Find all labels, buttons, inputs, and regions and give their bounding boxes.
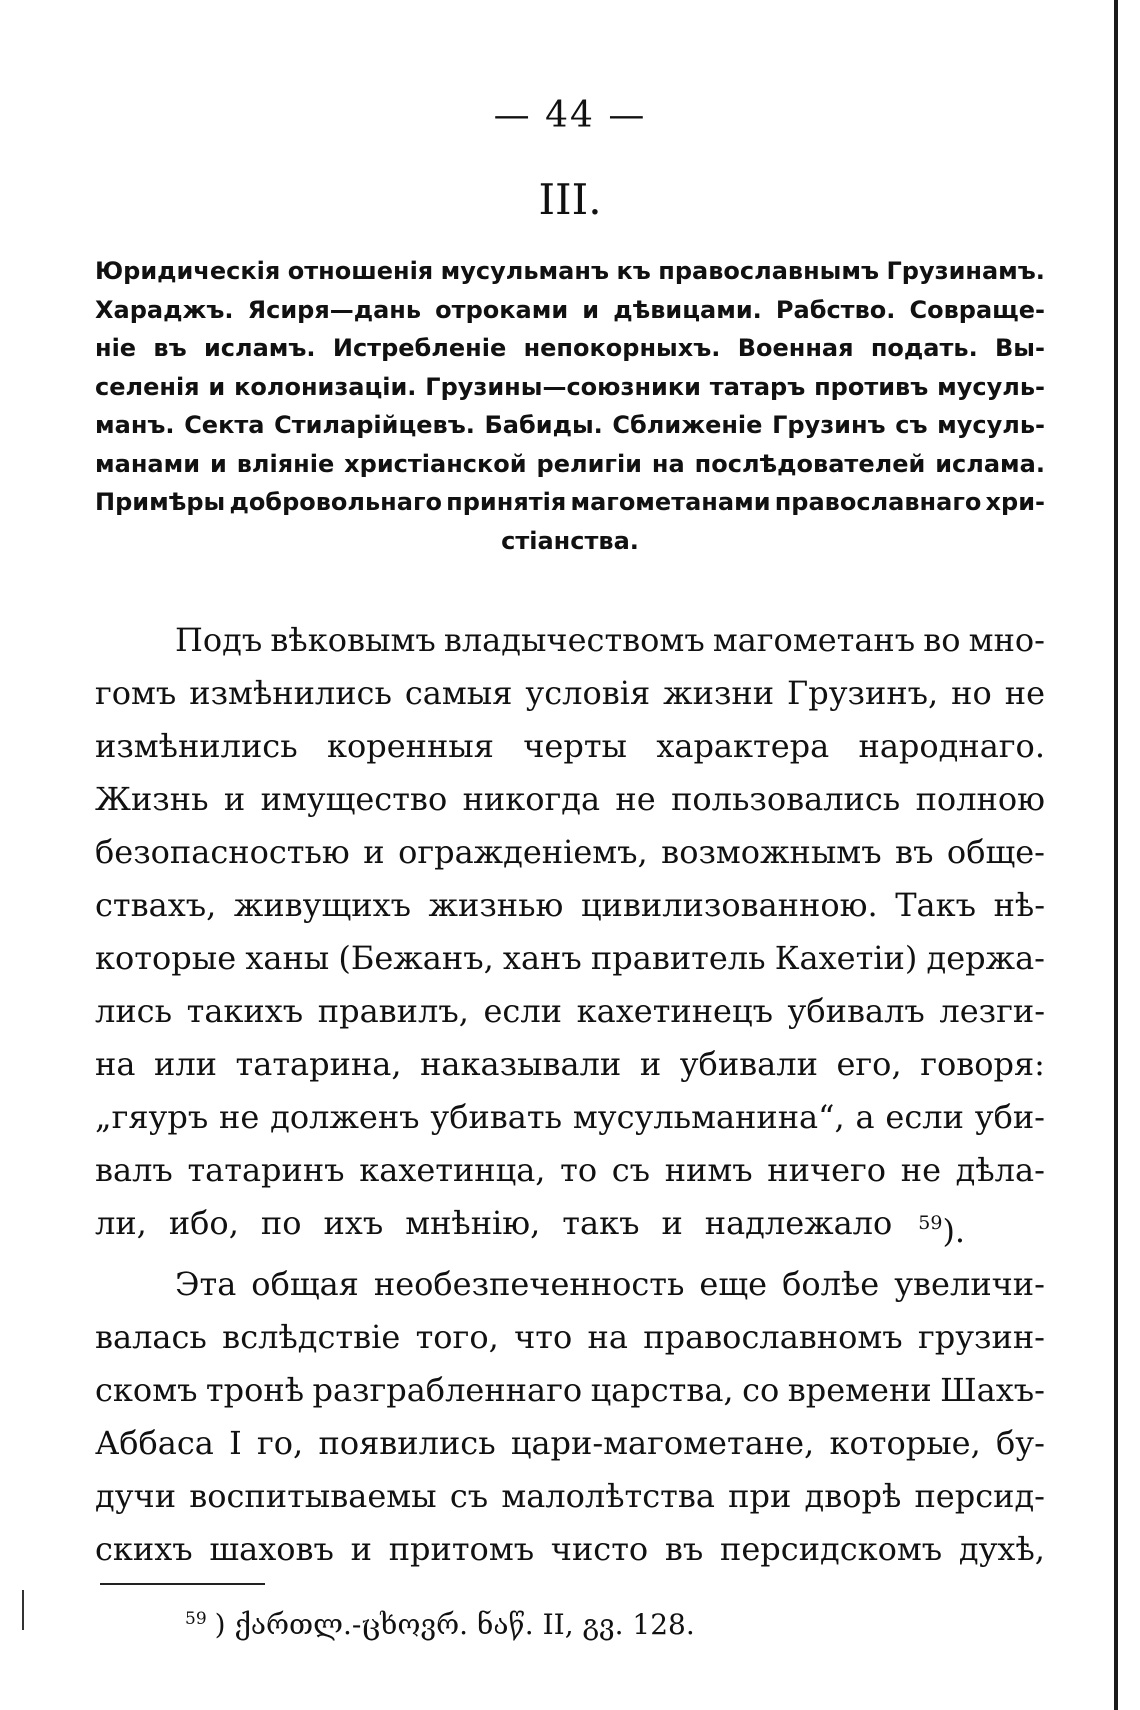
word: Бабиды. <box>484 411 603 439</box>
word: и <box>639 1045 662 1083</box>
word: татарина, <box>235 1045 402 1083</box>
word: возможнымъ <box>661 833 882 871</box>
text-line <box>95 720 1045 773</box>
footnote-ref-number: 59 <box>918 1212 943 1234</box>
word: Шахъ- <box>940 1371 1045 1409</box>
word: ничего <box>767 1151 887 1189</box>
summary-line <box>95 406 1045 445</box>
word: Подъ <box>175 621 263 659</box>
word: бу- <box>996 1424 1045 1462</box>
text-line <box>95 773 1045 826</box>
word: ханъ <box>502 939 582 977</box>
word: воспитываемы <box>189 1477 437 1515</box>
word: мусуль- <box>937 372 1045 401</box>
text-line <box>95 1258 1045 1311</box>
word: измѣнились <box>189 674 392 712</box>
word: огражденіемъ, <box>398 833 648 871</box>
word: и <box>208 372 226 401</box>
word: убивать <box>430 1098 562 1136</box>
word: безопасностью <box>95 833 350 871</box>
word: (Бежанъ, <box>338 939 494 977</box>
word: живущихъ <box>233 886 411 924</box>
word: „гяуръ <box>95 1098 209 1136</box>
word: въ <box>664 1530 704 1568</box>
summary-line <box>95 368 1045 407</box>
word: долженъ <box>270 1098 420 1136</box>
word: вѣковымъ <box>270 621 436 659</box>
main-text <box>95 614 1045 1576</box>
closing-paren: ). <box>942 1212 966 1250</box>
footnote-marker: 59 <box>185 1609 207 1629</box>
text-line <box>95 985 1045 1038</box>
word: и <box>582 295 600 324</box>
word: съ <box>449 1477 489 1515</box>
word: во <box>923 621 961 659</box>
word: ислама. <box>935 449 1045 478</box>
text-line <box>95 1197 1045 1258</box>
word: отроками <box>435 295 569 324</box>
word: ніе <box>95 334 137 362</box>
word: послѣдователей <box>694 449 926 478</box>
word: при <box>728 1477 792 1515</box>
text-line <box>95 1523 1045 1576</box>
word: говоря: <box>920 1045 1045 1083</box>
word: черты <box>523 727 627 765</box>
word: христіанской <box>344 449 527 478</box>
word: полною <box>915 780 1045 818</box>
text-line <box>95 879 1045 932</box>
word: въ <box>895 833 934 871</box>
word: къ <box>616 257 651 285</box>
summary-line <box>95 445 1045 484</box>
word: народнаго. <box>858 727 1045 765</box>
word: магометанами <box>570 488 771 516</box>
word: убивалъ <box>787 992 925 1030</box>
word: не <box>1004 674 1045 712</box>
summary-line <box>95 522 1045 561</box>
word: магометанъ <box>712 621 916 659</box>
word: кахетинецъ <box>576 992 773 1030</box>
text-line <box>95 1470 1045 1523</box>
word: имущество <box>260 780 448 818</box>
word: если <box>885 1098 964 1136</box>
word: лезги- <box>939 992 1045 1030</box>
word: Вы- <box>995 334 1045 362</box>
word: правитель <box>590 939 766 977</box>
word: дучи <box>95 1477 177 1515</box>
word: мно- <box>968 621 1045 659</box>
word: держа- <box>926 939 1045 977</box>
word: религіи <box>536 449 642 478</box>
word: съ <box>611 1151 651 1189</box>
word: Такъ <box>895 886 976 924</box>
word: Военная <box>737 334 854 362</box>
word: малолѣтства <box>501 1477 715 1515</box>
word: того, <box>415 1318 499 1356</box>
word: но <box>951 674 992 712</box>
word: со <box>742 1371 780 1409</box>
word: Хараджъ. <box>95 295 234 324</box>
word: увеличи- <box>894 1265 1045 1303</box>
word: и <box>350 1530 372 1568</box>
word: наказывали <box>420 1045 622 1083</box>
text-line <box>95 1417 1045 1470</box>
word: необезпеченность <box>373 1265 685 1303</box>
word: грузин- <box>917 1318 1045 1356</box>
word: персидскомъ <box>720 1530 943 1568</box>
text-line <box>95 1144 1045 1197</box>
word: мусульманина“, <box>572 1098 845 1136</box>
word: Совраще- <box>909 295 1045 324</box>
word: и <box>223 780 246 818</box>
word: шаховъ <box>209 1530 334 1568</box>
word: надлежало <box>704 1204 893 1242</box>
word: ствахъ, <box>95 886 217 924</box>
word: если <box>483 992 562 1030</box>
word: не <box>615 780 656 818</box>
word: манъ. <box>95 411 175 439</box>
text-line <box>95 667 1045 720</box>
word: Истребленіе <box>332 334 507 362</box>
word: духѣ, <box>958 1530 1045 1568</box>
word: а <box>855 1098 875 1136</box>
word: го, <box>257 1424 304 1462</box>
word: Стиларійцевъ. <box>274 411 475 439</box>
word: общая <box>251 1265 359 1303</box>
word: хри- <box>985 488 1045 516</box>
word: царства, <box>590 1371 734 1409</box>
word: измѣнились <box>95 727 298 765</box>
scan-margin-mark <box>22 1590 24 1630</box>
word: колонизаціи. <box>234 372 417 401</box>
word: Аббаса <box>95 1424 214 1462</box>
word: православнаго <box>774 488 982 516</box>
word: православнымъ <box>658 257 880 285</box>
word: его, <box>836 1045 902 1083</box>
word: Грузинъ, <box>787 674 939 712</box>
word: не <box>900 1151 941 1189</box>
word: правилъ, <box>317 992 469 1030</box>
word: и <box>209 449 227 478</box>
word: вліяніе <box>236 449 335 478</box>
word: разграбленнаго <box>312 1371 583 1409</box>
word: уби- <box>974 1098 1045 1136</box>
text-line <box>95 826 1045 879</box>
word: чисто <box>550 1530 649 1568</box>
word: обще- <box>946 833 1045 871</box>
word: Грузины—союзники <box>425 372 701 401</box>
word: такихъ <box>186 992 304 1030</box>
word: Сближеніе <box>612 411 763 439</box>
word: мусульманъ <box>440 257 609 285</box>
word: характера <box>656 727 830 765</box>
summary-line <box>95 329 1045 368</box>
word: еще <box>699 1265 768 1303</box>
text-line <box>95 932 1045 985</box>
word: Примѣры <box>95 488 226 516</box>
word: лись <box>95 992 172 1030</box>
word: ли, <box>95 1204 147 1242</box>
word: кахетинца, <box>359 1151 546 1189</box>
word: стіанства. <box>501 526 639 555</box>
chapter-summary <box>95 252 1045 560</box>
word: жизни <box>663 674 775 712</box>
chapter-numeral: III. <box>538 175 602 224</box>
footnote-divider <box>100 1583 265 1585</box>
word: добровольнаго <box>229 488 442 516</box>
word: времени <box>787 1371 932 1409</box>
page-number: — 44 — <box>493 95 647 136</box>
text-line <box>95 614 1045 667</box>
footnote-reference <box>914 1197 965 1258</box>
word: скомъ <box>95 1371 198 1409</box>
word: тронѣ <box>205 1371 304 1409</box>
word: православномъ <box>643 1318 903 1356</box>
word: вслѣдствіе <box>222 1318 401 1356</box>
word: Юридическія <box>95 257 281 285</box>
word: болѣе <box>782 1265 880 1303</box>
footnote <box>185 1608 985 1641</box>
word: дворѣ <box>804 1477 902 1515</box>
word: мнѣнію, <box>405 1204 541 1242</box>
word: татаринъ <box>187 1151 345 1189</box>
word: ибо, <box>168 1204 239 1242</box>
word: коренныя <box>326 727 494 765</box>
word: притомъ <box>388 1530 535 1568</box>
word: владычествомъ <box>443 621 705 659</box>
word: валъ <box>95 1151 173 1189</box>
word: на <box>651 449 685 478</box>
word: которые, <box>829 1424 981 1462</box>
word: принятія <box>446 488 567 516</box>
word: дѣла- <box>955 1151 1045 1189</box>
word: ханы <box>245 939 330 977</box>
word: или <box>153 1045 217 1083</box>
word: Грузинамъ. <box>886 257 1045 285</box>
word: персид- <box>914 1477 1045 1515</box>
word: нимъ <box>664 1151 753 1189</box>
summary-line <box>95 291 1045 330</box>
word: исламъ. <box>203 334 316 362</box>
word: дѣвицами. <box>613 295 762 324</box>
word: подать. <box>870 334 978 362</box>
word: такъ <box>562 1204 640 1242</box>
word: условія <box>525 674 651 712</box>
word: по <box>260 1204 302 1242</box>
word: съ <box>895 411 928 439</box>
footnote-text: ) ქართლ.-ცხოვრ. ნაწ. II, გვ. 128. <box>214 1608 695 1641</box>
text-line <box>95 1038 1045 1091</box>
word: появились <box>318 1424 496 1462</box>
word: цивилизованною. <box>580 886 878 924</box>
word: гомъ <box>95 674 177 712</box>
word: что <box>514 1318 573 1356</box>
word: убивали <box>679 1045 818 1083</box>
word: самыя <box>404 674 513 712</box>
word: на <box>587 1318 628 1356</box>
text-line <box>95 1311 1045 1364</box>
word: Грузинъ <box>772 411 886 439</box>
word: татаръ <box>709 372 806 401</box>
word: ихъ <box>323 1204 384 1242</box>
word: нѣ- <box>993 886 1045 924</box>
word: скихъ <box>95 1530 193 1568</box>
word: Секта <box>184 411 265 439</box>
word: мусуль- <box>937 411 1045 439</box>
word: на <box>95 1045 136 1083</box>
text-line <box>95 1091 1045 1144</box>
word: и <box>363 833 385 871</box>
word: жизнью <box>428 886 564 924</box>
word: селенія <box>95 372 200 401</box>
text-line <box>95 1364 1045 1417</box>
word: Эта <box>175 1265 237 1303</box>
word: манами <box>95 449 201 478</box>
word: Кахетіи) <box>774 939 918 977</box>
summary-line <box>95 483 1045 522</box>
word: Ясиря—дань <box>247 295 422 324</box>
word: отношенія <box>287 257 434 285</box>
page-edge-shadow <box>1114 0 1118 1710</box>
summary-line <box>95 252 1045 291</box>
word: то <box>560 1151 598 1189</box>
word: цари-магометане, <box>510 1424 815 1462</box>
word: и <box>661 1204 683 1242</box>
word: пользовались <box>671 780 901 818</box>
word: которые <box>95 939 237 977</box>
word: Рабство. <box>775 295 896 324</box>
word: въ <box>153 334 187 362</box>
word: никогда <box>462 780 601 818</box>
word: непокорныхъ. <box>523 334 721 362</box>
word: I <box>229 1424 242 1462</box>
word: валась <box>95 1318 207 1356</box>
word: не <box>219 1098 260 1136</box>
word: Жизнь <box>95 780 209 818</box>
word: противъ <box>814 372 929 401</box>
